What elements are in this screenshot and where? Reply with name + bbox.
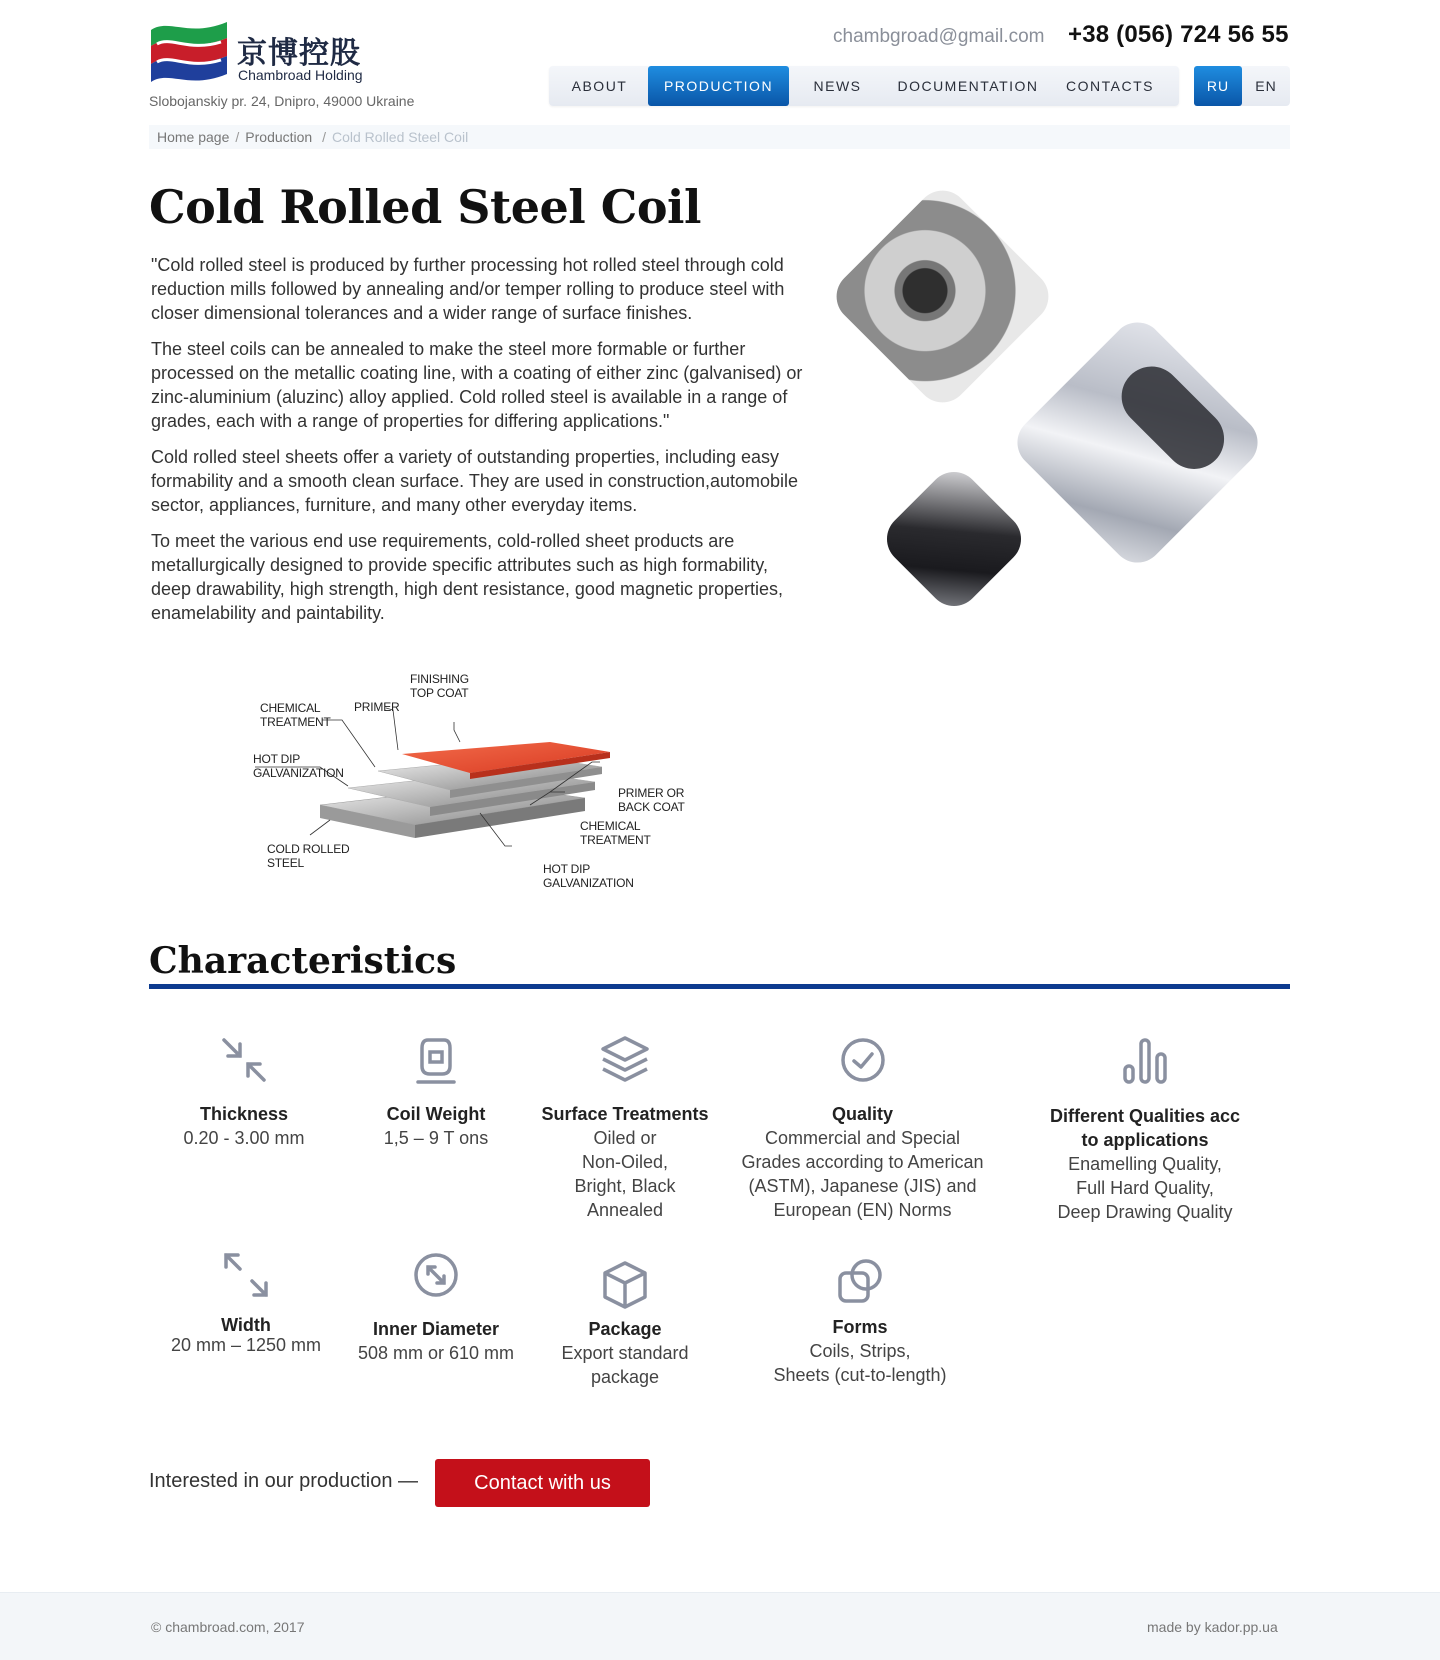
car-door-photo bbox=[1007, 312, 1269, 574]
label-chemical-right: CHEMICAL bbox=[580, 819, 641, 833]
product-description bbox=[151, 253, 811, 637]
label-steel: STEEL bbox=[267, 856, 305, 870]
feature-value: Oiled or Non-Oiled, Bright, Black Annealed bbox=[574, 1128, 676, 1220]
feature-quality bbox=[730, 1032, 995, 1222]
nav-item-production[interactable]: PRODUCTION bbox=[648, 66, 789, 106]
company-address: Slobojanskiy pr. 24, Dnipro, 49000 Ukraine bbox=[149, 93, 415, 109]
feature-label: Different Qualities acc to applications bbox=[1049, 1106, 1241, 1150]
company-logo[interactable] bbox=[149, 16, 389, 90]
characteristics-divider bbox=[149, 984, 1290, 989]
breadcrumb-separator: / bbox=[235, 129, 240, 145]
feature-value: 508 mm or 610 mm bbox=[357, 1343, 515, 1363]
breadcrumb bbox=[149, 125, 1290, 149]
feature-label: Inner Diameter bbox=[372, 1319, 500, 1339]
cta-text: Interested in our production — bbox=[149, 1470, 419, 1492]
feature-label: Coil Weight bbox=[386, 1104, 486, 1124]
expand-arrows-icon bbox=[218, 1247, 274, 1303]
feature-label: Package bbox=[588, 1319, 662, 1339]
label-treatment-right: TREATMENT bbox=[580, 833, 651, 847]
main-nav bbox=[549, 66, 1179, 106]
nav-item-news[interactable]: NEWS bbox=[813, 78, 862, 94]
footer-made-by-link[interactable]: made by kador.pp.ua bbox=[1147, 1619, 1278, 1635]
feature-thickness bbox=[164, 1032, 324, 1150]
feature-package bbox=[545, 1257, 705, 1389]
feature-forms bbox=[740, 1255, 980, 1387]
bar-chart-icon bbox=[1117, 1032, 1173, 1088]
description-paragraph: To meet the various end use requirements, cold-rolled sheet products are metallurgically designed to provide specific attributes such as high formability, deep drawability, high strength, high dent resistance, good magnetic properties, enamelability and paintability. bbox=[151, 531, 784, 623]
label-cold-rolled: COLD ROLLED bbox=[267, 842, 350, 856]
layers-icon bbox=[597, 1032, 653, 1088]
description-paragraph: "Cold rolled steel is produced by further processing hot rolled steel through cold reduction mills followed by annealing and/or temper rolling to produce steel with closer dimensional tolerances and a wider range of surface finishes. bbox=[151, 255, 785, 323]
label-primer-or: PRIMER OR bbox=[618, 786, 685, 800]
car-wheel-photo bbox=[876, 461, 1032, 617]
nav-item-about[interactable]: ABOUT bbox=[571, 78, 628, 94]
box-icon bbox=[597, 1257, 653, 1313]
flag-logo-icon bbox=[149, 16, 229, 86]
feature-label: Width bbox=[221, 1315, 271, 1335]
check-circle-icon bbox=[835, 1032, 891, 1088]
label-chemical: CHEMICAL bbox=[260, 701, 321, 715]
feature-surface-treatments bbox=[530, 1032, 720, 1222]
compress-arrows-icon bbox=[216, 1032, 272, 1088]
feature-value: 0.20 - 3.00 mm bbox=[183, 1128, 305, 1148]
feature-label: Quality bbox=[831, 1104, 893, 1124]
label-hotdip: HOT DIP bbox=[253, 752, 301, 766]
feature-label: Forms bbox=[832, 1317, 888, 1337]
feature-value: Enamelling Quality, Full Hard Quality, Deep Drawing Quality bbox=[1057, 1154, 1233, 1222]
description-paragraph: The steel coils can be annealed to make the steel more formable or further processed on the metallic coating line, with a coating of either zinc (galvanised) or zinc-aluminium (aluzinc) alloy applied. Cold rolled steel is available in a range of grades, each with a range of properties for differing applications." bbox=[151, 339, 803, 431]
feature-label: Surface Treatments bbox=[541, 1104, 709, 1124]
page-title: Cold Rolled Steel Coil bbox=[149, 180, 701, 234]
description-paragraph: Cold rolled steel sheets offer a variety of outstanding properties, including easy formability and a smooth clean surface. They are used in construction,automobile sector, appliances, furniture, and many other everyday items. bbox=[151, 447, 799, 515]
label-primer: PRIMER bbox=[354, 700, 400, 714]
label-galvanization: GALVANIZATION bbox=[253, 766, 344, 780]
feature-label: Thickness bbox=[199, 1104, 289, 1124]
footer-copyright: © chambroad.com, 2017 bbox=[151, 1619, 305, 1635]
breadcrumb-home-link[interactable]: Home page bbox=[157, 129, 230, 145]
squares-icon bbox=[832, 1255, 888, 1311]
lang-en-button[interactable]: EN bbox=[1255, 78, 1277, 94]
kettlebell-icon bbox=[408, 1032, 464, 1088]
logo-chinese-text: 京博控股 bbox=[237, 36, 361, 71]
steel-coil-photo bbox=[826, 180, 1059, 413]
label-galvanization-right: GALVANIZATION bbox=[543, 876, 634, 890]
contact-button[interactable]: Contact with us bbox=[435, 1459, 650, 1507]
feature-value: 20 mm – 1250 mm bbox=[170, 1335, 322, 1355]
contact-email-link[interactable]: chambgroad@gmail.com bbox=[833, 26, 1045, 47]
feature-different-qualities bbox=[1025, 1032, 1265, 1224]
feature-value: Export standard package bbox=[561, 1343, 689, 1387]
coating-layers-diagram bbox=[250, 670, 690, 905]
breadcrumb-current: Cold Rolled Steel Coil bbox=[332, 129, 469, 145]
label-hotdip-right: HOT DIP bbox=[543, 862, 591, 876]
feature-inner-diameter bbox=[346, 1247, 526, 1365]
feature-value: Coils, Strips, Sheets (cut-to-length) bbox=[773, 1341, 947, 1385]
label-topcoat: TOP COAT bbox=[410, 686, 469, 700]
nav-item-contacts[interactable]: CONTACTS bbox=[1066, 78, 1154, 94]
feature-coil-weight bbox=[356, 1032, 516, 1150]
label-treatment: TREATMENT bbox=[260, 715, 331, 729]
feature-width bbox=[156, 1247, 336, 1355]
breadcrumb-production-link[interactable]: Production bbox=[245, 129, 313, 145]
diameter-icon bbox=[408, 1247, 464, 1303]
feature-value: Commercial and Special Grades according to American (ASTM), Japanese (JIS) and European (EN) Norms bbox=[741, 1128, 984, 1220]
label-finishing: FINISHING bbox=[410, 672, 469, 686]
breadcrumb-separator: / bbox=[318, 129, 326, 145]
language-switcher bbox=[1194, 66, 1290, 106]
nav-item-documentation[interactable]: DOCUMENTATION bbox=[897, 78, 1039, 94]
logo-english-text: Chambroad Holding bbox=[238, 67, 363, 83]
lang-ru-button[interactable]: RU bbox=[1194, 66, 1242, 106]
characteristics-title: Characteristics bbox=[149, 940, 457, 982]
label-back-coat: BACK COAT bbox=[618, 800, 685, 814]
feature-value: 1,5 – 9 T ons bbox=[383, 1128, 489, 1148]
contact-phone-link[interactable]: +38 (056) 724 56 55 bbox=[1068, 21, 1289, 48]
